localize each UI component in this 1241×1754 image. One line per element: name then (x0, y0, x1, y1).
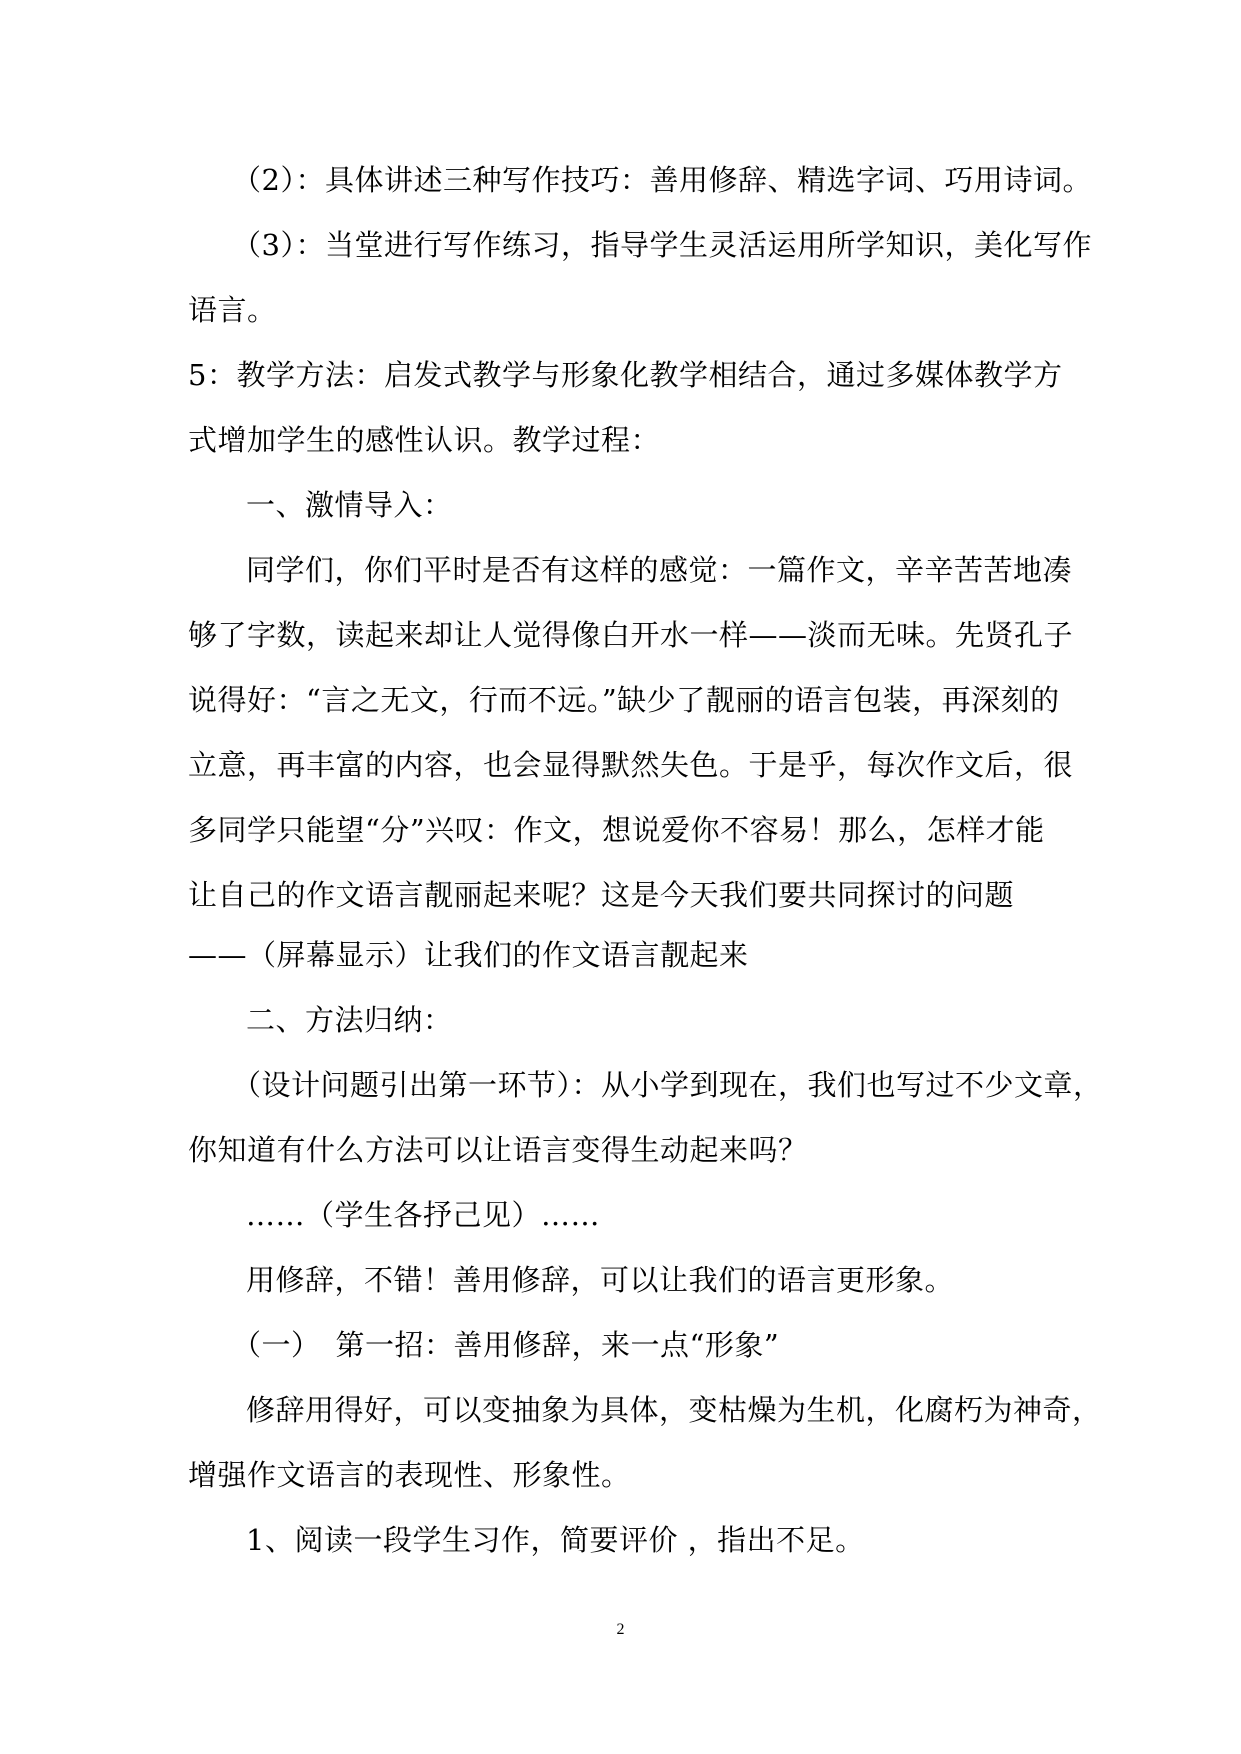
text-line: 说得好：“言之无文，行而不远。”缺少了靓丽的语言包装，再深刻的 (188, 683, 1060, 717)
text-line: 用修辞，不错！善用修辞，可以让我们的语言更形象。 (246, 1263, 955, 1297)
text-line: ——（屏幕显示）让我们的作文语言靓起来 (188, 938, 749, 972)
text-line: 同学们，你们平时是否有这样的感觉：一篇作文，辛辛苦苦地凑 (246, 553, 1073, 587)
text-line: 让自己的作文语言靓丽起来呢？这是今天我们要共同探讨的问题 (188, 878, 1015, 912)
text-line: 式增加学生的感性认识。教学过程： (188, 423, 661, 457)
text-line: 语言。 (188, 293, 277, 327)
text-line: ……（学生各抒己见）…… (246, 1198, 601, 1232)
text-line: 1、阅读一段学生习作，简要评价 ，指出不足。 (246, 1523, 865, 1557)
text-line: 够了字数，读起来却让人觉得像白开水一样——淡而无味。先贤孔子 (188, 618, 1074, 652)
text-line: 立意，再丰富的内容，也会显得默然失色。于是乎，每次作文后，很 (188, 748, 1074, 782)
text-line: 5：教学方法：启发式教学与形象化教学相结合，通过多媒体教学方 (188, 358, 1063, 392)
subsection-heading: （一） 第一招：善用修辞，来一点“形象” (232, 1328, 780, 1362)
text-line: 多同学只能望“分”兴叹：作文，想说爱你不容易！那么，怎样才能 (188, 813, 1045, 847)
text-line: 你知道有什么方法可以让语言变得生动起来吗？ (188, 1133, 808, 1167)
page-number: 2 (616, 1621, 625, 1638)
text-line: 增强作文语言的表现性、形象性。 (188, 1458, 631, 1492)
text-line: 修辞用得好，可以变抽象为具体，变枯燥为生机，化腐朽为神奇， (246, 1393, 1102, 1427)
text-line: （3）：当堂进行写作练习，指导学生灵活运用所学知识，美化写作 (232, 228, 1092, 262)
text-line: （2）：具体讲述三种写作技巧：善用修辞、精选字词、巧用诗词。 (232, 163, 1092, 197)
section-heading: 二、方法归纳： (246, 1003, 453, 1037)
section-heading: 一、激情导入： (246, 488, 453, 522)
text-line: （设计问题引出第一环节）：从小学到现在，我们也写过不少文章， (232, 1068, 1103, 1102)
